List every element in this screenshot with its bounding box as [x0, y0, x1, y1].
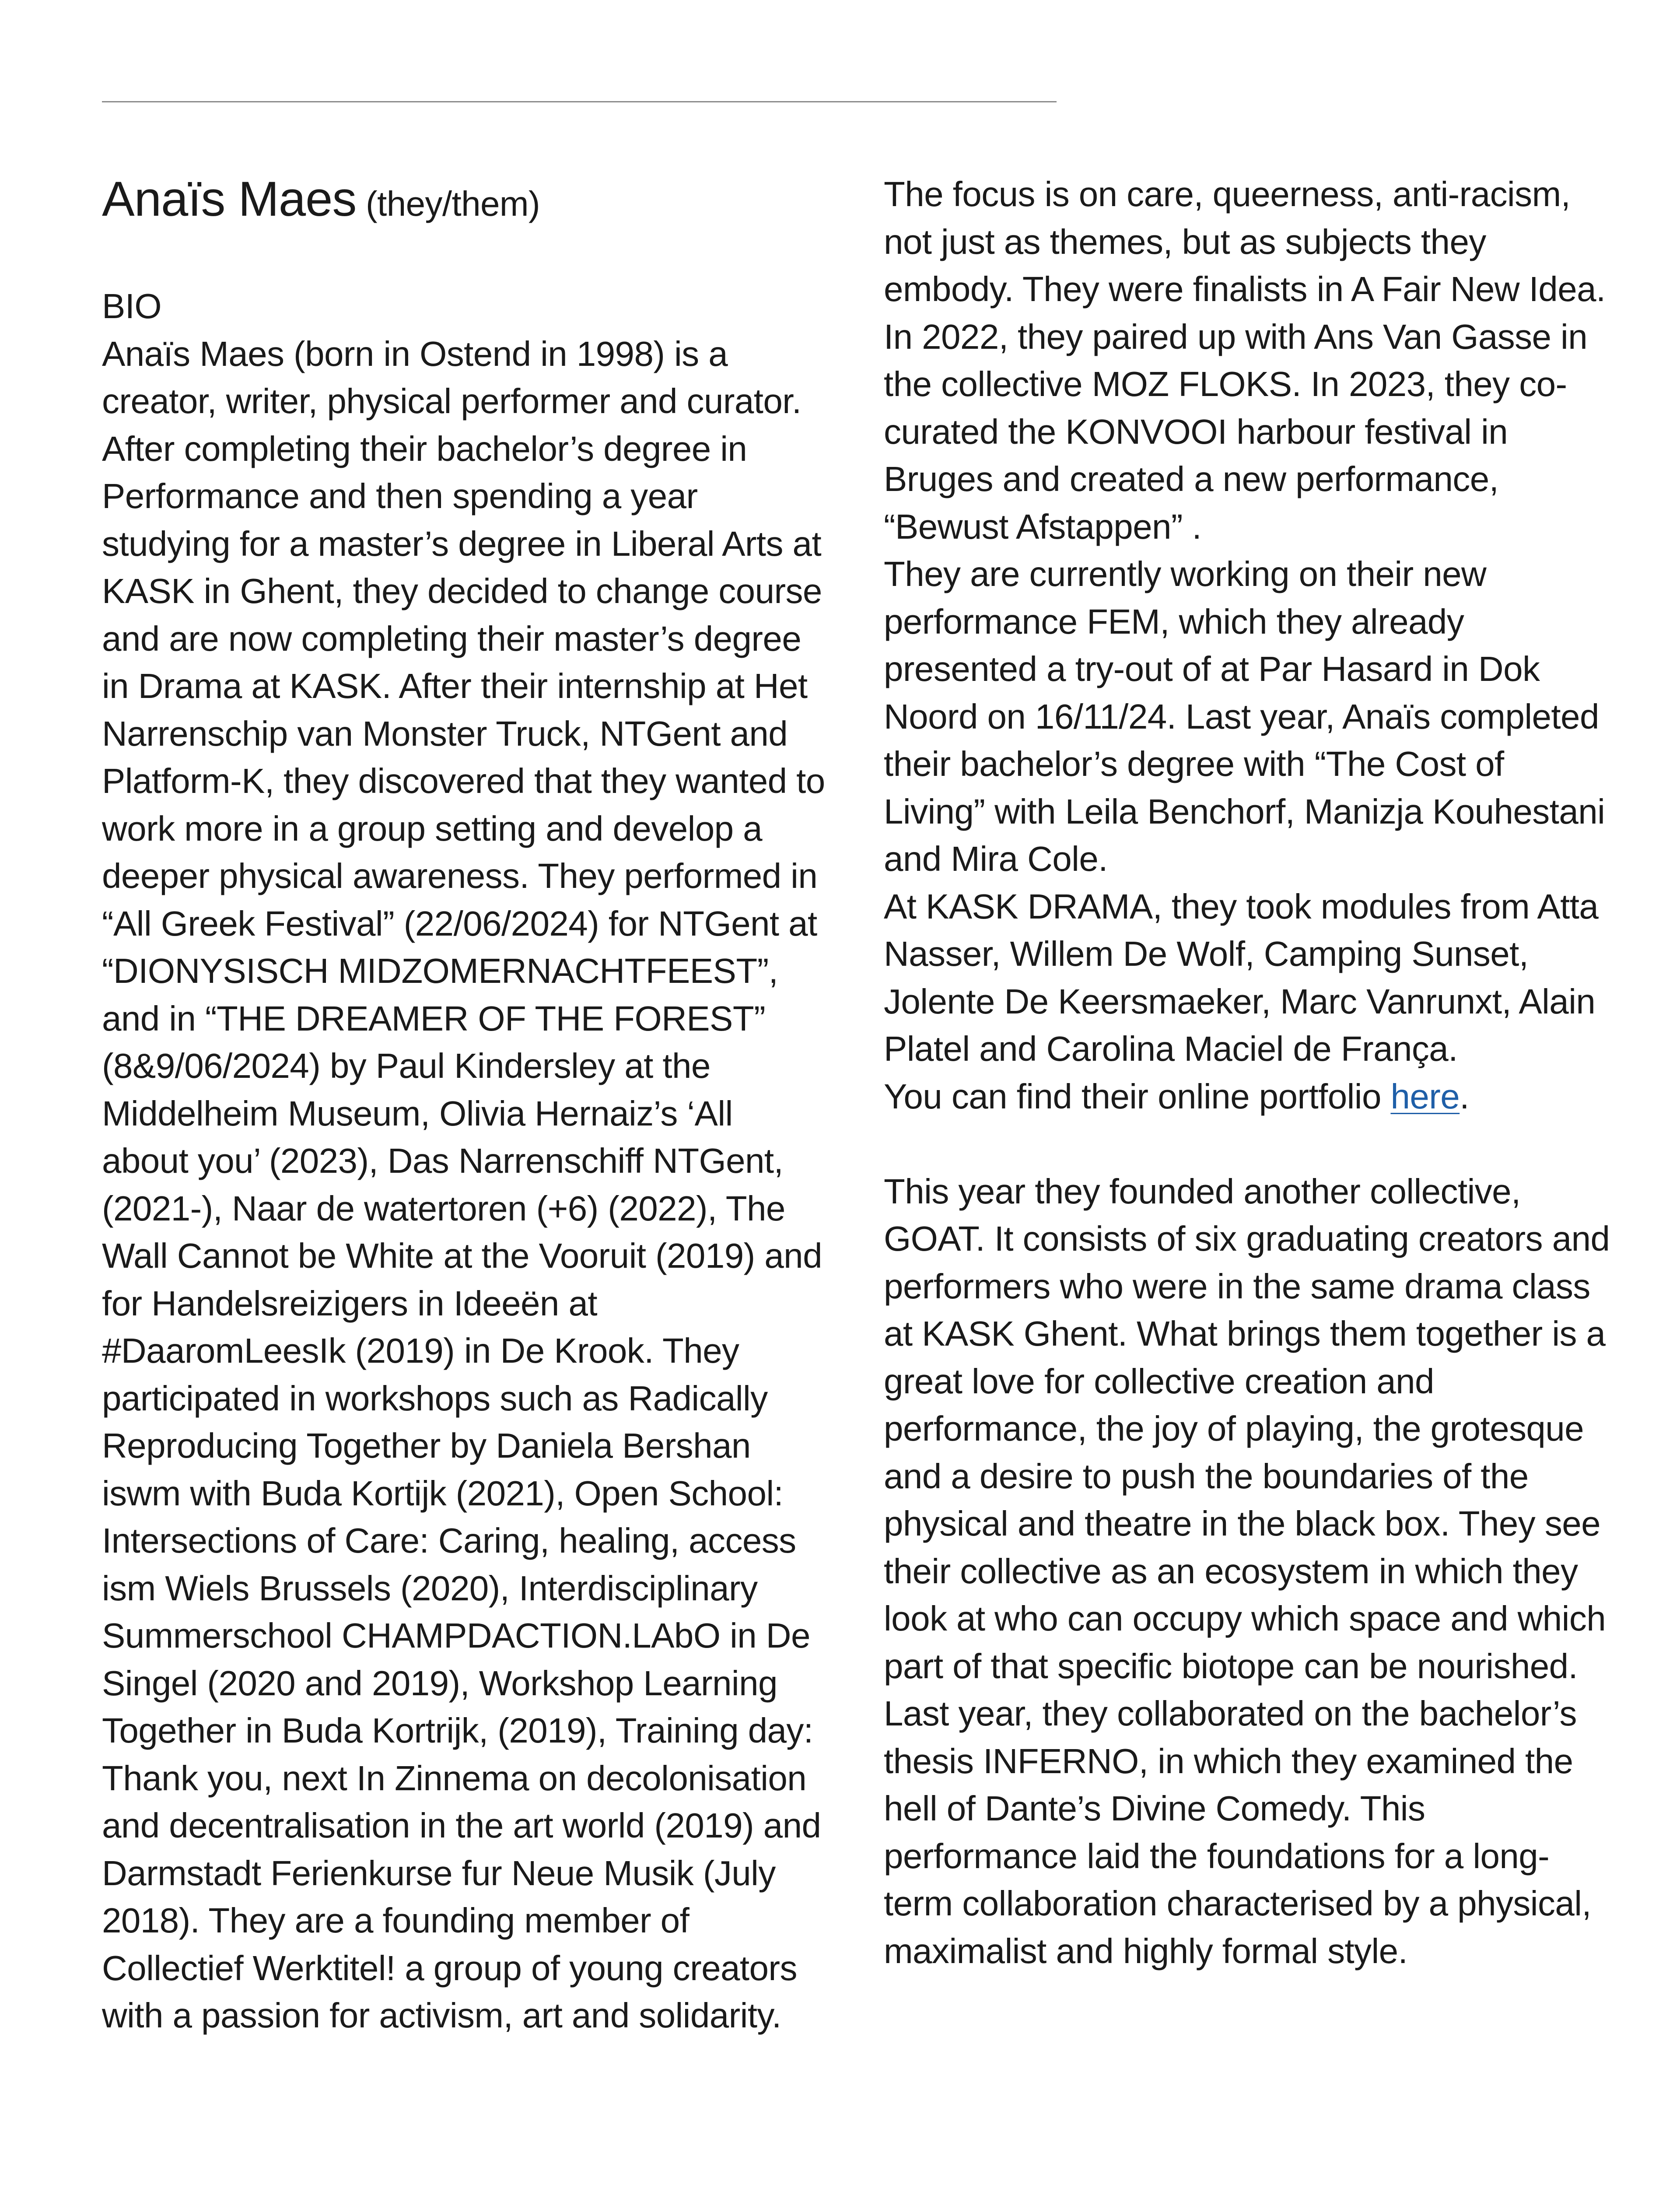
portfolio-prefix: You can find their online portfolio — [884, 1076, 1391, 1116]
bio-paragraph-5: This year they founded another collective, GOAT. It consists of six graduating creators and performers who were in the same drama class at KASK Ghent. What brings them together is a great love for collective creation and performance, the joy of playing, the grotesque and a desire to push the boundaries of the physical and theatre in the black box. They see their collective as an ecosystem in which they look at who can occupy which space and which part of that specific biotope can be nourished. Last year, they collaborated on the bachelor’s thesis INFERNO, in which they examined the hell of Dante’s Divine Comedy. This performance laid the foundations for a long-term collaboration characterised by a physical, maximalist and highly formal style. — [884, 1171, 1610, 1971]
bio-paragraph-1: Anaïs Maes (born in Ostend in 1998) is a creator, writer, physical performer and curator. After completing their bachelor’s degree in Performance and then spending a year studying for a master’s degree in Liberal Arts at KASK in Ghent, they decided to change course and are now completing their master’s degree in Drama at KASK. After their internship at Het Narrenschip van Monster Truck, NTGent and Platform-K, they discovered that they wanted to work more in a group setting and develop a deeper physical awareness. They performed in “All Greek Festival” (22/06/2024) for NTGent at “DIONYSISCH MIDZOMERNACHTFEEST”, and in “THE DREAMER OF THE FOREST” (8&9/06/2024) by Paul Kindersley at the Middelheim Museum, Olivia Hernaiz’s ‘All about you’ (2023), Das Narrenschiff NTGent, (2021-), Naar de watertoren (+6) (2022), The Wall Cannot be White at the Vooruit (2019) and for Handelsreizigers in Ideeën at #DaaromLeesIk (2019) in De Krook. They participated in workshops such as Radically Reproducing Together by Daniela Bershan iswm with Buda Kortijk (2021), Open School: Intersections of Care: Caring, healing, access ism Wiels Brussels (2020), Interdisciplinary Summerschool CHAMPDACTION.LAbO in De Singel (2020 and 2019), Workshop Learning Together in Buda Kortrijk, (2019), Training day: Thank you, next In Zinnema on decolonisation and decentralisation in the art world (2019) and Darmstadt Ferienkurse fur Neue Musik (July 2018). They are a founding member of Collectief Werktitel! a group of young creators with a passion for activism, art and solidarity. — [102, 334, 825, 2035]
portfolio-line — [884, 1073, 1610, 1121]
bio-paragraph-4: At KASK DRAMA, they took modules from Atta Nasser, Willem De Wolf, Camping Sunset, Jolente De Keersmaeker, Marc Vanrunxt, Alain Platel and Carolina Maciel de França. — [884, 887, 1599, 1068]
artist-name: Anaïs Maes — [102, 172, 357, 226]
artist-heading — [102, 171, 828, 232]
portfolio-link[interactable]: here — [1390, 1076, 1460, 1116]
bio-label: BIO — [102, 287, 162, 326]
right-column — [884, 171, 1610, 1975]
bio-paragraph-2: The focus is on care, queerness, anti-racism, not just as themes, but as subjects they embody. They were finalists in A Fair New Idea. In 2022, they paired up with Ans Van Gasse in the collective MOZ FLOKS. In 2023, they co-curated the KONVOOI harbour festival in Bruges and created a new performance, “Bewust Afstappen” . — [884, 175, 1606, 546]
top-divider — [102, 101, 1057, 102]
portfolio-suffix: . — [1460, 1076, 1469, 1116]
left-column — [102, 171, 828, 2040]
bio-paragraph-3: They are currently working on their new performance FEM, which they already presented a try-out of at Par Hasard in Dok Noord on 16/11/24. Last year, Anaïs completed their bachelor’s degree with “The Cost of Living” with Leila Benchorf, Manizja Kouhestani and Mira Cole. — [884, 554, 1605, 878]
artist-pronouns: (they/them) — [366, 184, 540, 223]
